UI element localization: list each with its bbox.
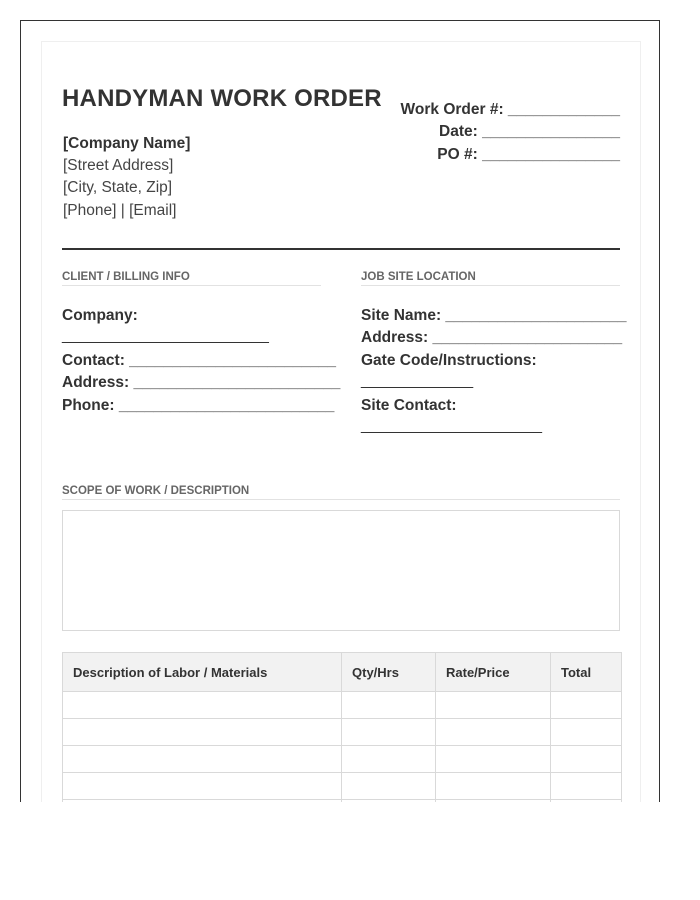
document-title: HANDYMAN WORK ORDER: [62, 85, 382, 112]
site-address-field[interactable]: Address: ______________________: [361, 329, 623, 346]
table-cell[interactable]: [436, 800, 551, 803]
table-cell[interactable]: [342, 773, 436, 800]
table-cell[interactable]: [63, 746, 342, 773]
table-row: [63, 800, 622, 803]
table-cell[interactable]: [342, 800, 436, 803]
column-header-qty: Qty/Hrs: [342, 653, 436, 692]
table-cell[interactable]: [63, 719, 342, 746]
table-row: [63, 692, 622, 719]
scope-section-label: SCOPE OF WORK / DESCRIPTION: [62, 485, 620, 500]
header-divider: [62, 248, 620, 250]
phone-email: [Phone] | [Email]: [63, 202, 177, 219]
column-header-rate: Rate/Price: [436, 653, 551, 692]
city-state-zip: [City, State, Zip]: [63, 179, 173, 196]
table-cell[interactable]: [342, 692, 436, 719]
table-header-row: [63, 653, 622, 692]
work-order-number-field[interactable]: Work Order #: _____________: [400, 101, 620, 118]
table-cell[interactable]: [551, 773, 622, 800]
table-row: [63, 746, 622, 773]
column-header-description: Description of Labor / Materials: [63, 653, 342, 692]
table-cell[interactable]: [342, 746, 436, 773]
column-header-total: Total: [551, 653, 622, 692]
table-cell[interactable]: [551, 800, 622, 803]
table-row: [63, 719, 622, 746]
table-cell[interactable]: [551, 719, 622, 746]
client-contact-field[interactable]: Contact: ________________________: [62, 352, 337, 369]
street-address: [Street Address]: [63, 157, 174, 174]
table-cell[interactable]: [436, 773, 551, 800]
table-cell[interactable]: [342, 719, 436, 746]
table-cell[interactable]: [436, 692, 551, 719]
scope-description-textarea[interactable]: [62, 510, 620, 631]
table-cell[interactable]: [436, 746, 551, 773]
client-address-field[interactable]: Address: ________________________: [62, 374, 341, 391]
table-row: [63, 773, 622, 800]
client-phone-field[interactable]: Phone: _________________________: [62, 397, 335, 414]
site-contact-field[interactable]: _____________________: [361, 417, 543, 434]
table-cell[interactable]: [436, 719, 551, 746]
client-billing-section-label: CLIENT / BILLING INFO: [62, 271, 321, 286]
client-company-field[interactable]: ________________________: [62, 327, 269, 344]
site-contact-label: Site Contact:: [361, 397, 457, 414]
gate-code-field[interactable]: _____________: [361, 372, 474, 389]
table-cell[interactable]: [63, 800, 342, 803]
labor-materials-table: [62, 652, 622, 802]
table-cell[interactable]: [63, 773, 342, 800]
table-cell[interactable]: [551, 746, 622, 773]
table-cell[interactable]: [551, 692, 622, 719]
po-number-field[interactable]: PO #: ________________: [437, 146, 620, 163]
date-field[interactable]: Date: ________________: [439, 123, 620, 140]
work-order-sheet: [20, 20, 660, 802]
site-name-field[interactable]: Site Name: _____________________: [361, 307, 627, 324]
work-order-inner-frame: [41, 41, 641, 802]
gate-code-label: Gate Code/Instructions:: [361, 352, 537, 369]
company-name: [Company Name]: [63, 135, 191, 152]
table-cell[interactable]: [63, 692, 342, 719]
client-company-label: Company:: [62, 307, 138, 324]
job-site-section-label: JOB SITE LOCATION: [361, 271, 620, 286]
